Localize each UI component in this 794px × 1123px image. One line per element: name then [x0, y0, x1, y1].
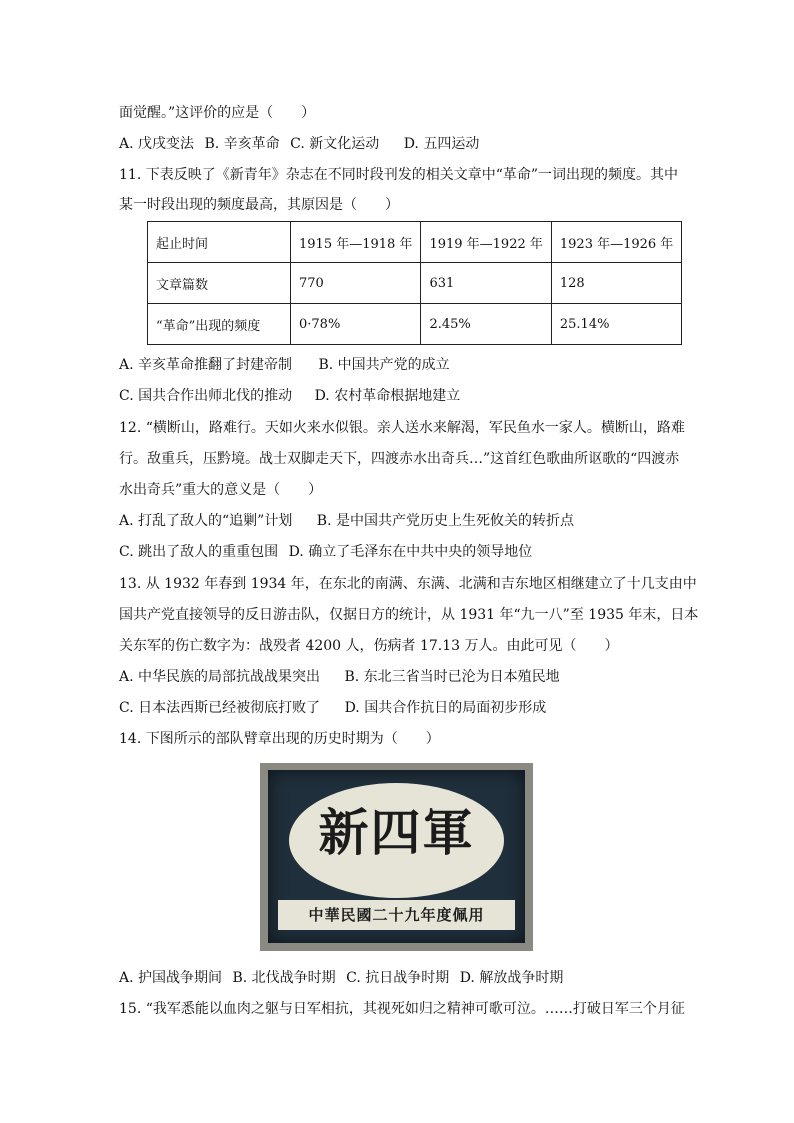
q11-options-row2: [119, 386, 460, 406]
table-cell: 631: [421, 263, 551, 304]
q12-stem-line1: 12. “横断山，路难行。天如火来水似银。亲人送水来解渴，军民鱼水一家人。横断山，路难: [119, 420, 685, 436]
table-cell: 文章篇数: [148, 263, 291, 304]
table-row: [148, 263, 682, 304]
q11-option-c: C. 国共合作出师北伐的推动: [119, 388, 293, 404]
q12-options-row1: [119, 511, 574, 531]
table-cell: 2.45%: [421, 304, 551, 345]
q11-option-b: B. 中国共产党的成立: [318, 357, 450, 373]
q13-stem-line1: 13. 从 1932 年春到 1934 年，在东北的南满、东满、北满和吉东地区相继建立了十几支由中: [119, 576, 697, 592]
q13-option-b: B. 东北三省当时已沦为日本殖民地: [344, 669, 560, 685]
q12-options-row2: [119, 542, 532, 562]
q13-stem-line2: 国共产党直接领导的反日游击队，仅据日方的统计，从 1931 年“九一八”至 1935 年末，日本: [119, 607, 699, 623]
q11-option-d: D. 农村革命根据地建立: [314, 388, 461, 404]
table-cell: 0·78%: [291, 304, 421, 345]
table-cell: 起止时间: [148, 222, 291, 263]
badge-main-text: 新四軍: [318, 803, 475, 862]
q13-options-row2: [119, 698, 546, 718]
armband-badge-image: [260, 763, 533, 951]
q14-option-d: D. 解放战争时期: [459, 970, 564, 986]
q14-options: [119, 968, 569, 988]
q12-stem-line2: 行。敌重兵，压黔境。战士双脚走天下，四渡赤水出奇兵…”这首红色歌曲所讴歌的“四渡赤: [119, 451, 680, 467]
table-cell: “革命”出现的频度: [148, 304, 291, 345]
q14-stem: 14. 下图所示的部队臂章出现的历史时期为（ ）: [119, 731, 440, 747]
q10-stem-end: 面觉醒。”这评价的应是（ ）: [119, 105, 316, 121]
table-cell: 1923 年—1926 年: [551, 222, 681, 263]
q12-option-a: A. 打乱了敌人的“追剿”计划: [119, 513, 293, 529]
q13-option-c: C. 日本法西斯已经被彻底打败了: [119, 700, 321, 716]
table-cell: 1919 年—1922 年: [421, 222, 551, 263]
q14-option-c: C. 抗日战争时期: [346, 970, 450, 986]
q12-stem-line3: 水出奇兵”重大的意义是（ ）: [119, 482, 323, 498]
q10-option-a: A. 戊戌变法: [119, 136, 195, 152]
q15-stem-line1: 15. “我军悉能以血肉之躯与日军相抗，其视死如归之精神可歌可泣。……打破日军三个月征: [119, 1001, 685, 1017]
q12-option-d: D. 确立了毛泽东在中共中央的领导地位: [288, 544, 533, 560]
q10-option-d: D. 五四运动: [403, 136, 480, 152]
table-row: [148, 222, 682, 263]
q14-option-b: B. 北伐战争时期: [232, 970, 336, 986]
q10-option-c: C. 新文化运动: [290, 136, 380, 152]
q13-option-a: A. 中华民族的局部抗战战果突出: [119, 669, 321, 685]
q11-stem-line1: 11. 下表反映了《新青年》杂志在不同时段刊发的相关文章中“革命”一词出现的频度。其中: [119, 167, 679, 183]
table-cell: 770: [291, 263, 421, 304]
q10-option-b: B. 辛亥革命: [204, 136, 280, 152]
q13-options-row1: [119, 667, 560, 687]
badge-background: [268, 770, 525, 943]
q11-option-a: A. 辛亥革命推翻了封建帝制: [119, 357, 293, 373]
q13-stem-line3: 关东军的伤亡数字为：战殁者 4200 人，伤病者 17.13 万人。由此可见（ ）: [119, 638, 619, 654]
badge-strip-text: 中華民國二十九年度佩用: [278, 900, 515, 930]
table-cell: 1915 年—1918 年: [291, 222, 421, 263]
table-cell: 128: [551, 263, 681, 304]
table-cell: 25.14%: [551, 304, 681, 345]
q12-option-c: C. 跳出了敌人的重重包围: [119, 544, 279, 560]
q11-stem-line2: 某一时段出现的频度最高，其原因是（ ）: [119, 197, 399, 213]
q11-options-row1: [119, 355, 450, 375]
q10-options: [119, 134, 485, 154]
table-row: [148, 304, 682, 345]
q13-option-d: D. 国共合作抗日的局面初步形成: [344, 700, 547, 716]
q12-option-b: B. 是中国共产党历史上生死攸关的转折点: [316, 513, 574, 529]
q14-option-a: A. 护国战争期间: [119, 970, 223, 986]
frequency-table: [147, 221, 682, 345]
